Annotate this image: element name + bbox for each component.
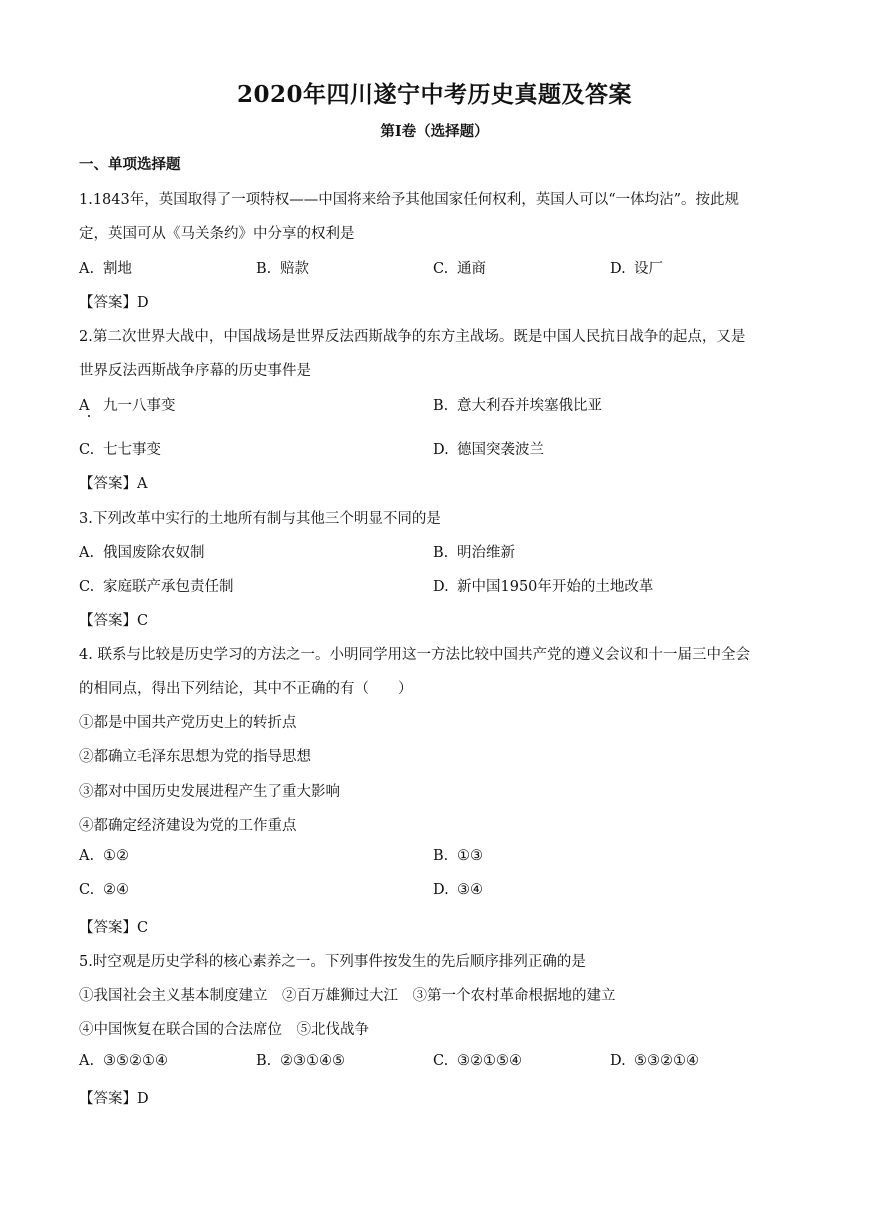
statement-4: ④都确定经济建设为党的工作重点 bbox=[79, 818, 297, 834]
option-a: A 九一八事变 bbox=[79, 398, 176, 414]
page-subtitle: 第Ⅰ卷（选择题） bbox=[380, 123, 489, 140]
question-stem-line: 4. 联系与比较是历史学习的方法之一。小明同学用这一方法比较中国共产党的遵义会议和十一届三中全会 bbox=[79, 647, 750, 663]
option-a: A. 割地 bbox=[79, 261, 132, 277]
answer: 【答案】C bbox=[79, 613, 149, 629]
option-d: D. ⑤③②①④ bbox=[610, 1053, 699, 1069]
option-b: B. 意大利吞并埃塞俄比亚 bbox=[433, 398, 602, 414]
option-b: B. ②③①④⑤ bbox=[256, 1053, 345, 1069]
question-stem-line: 1.1843年，英国取得了一项特权——中国将来给予其他国家任何权利，英国人可以“一体均沾”。按此规 bbox=[79, 192, 740, 208]
option-d: D. ③④ bbox=[433, 882, 483, 898]
question-stem-line: 的相同点，得出下列结论，其中不正确的有（ ） bbox=[79, 681, 413, 697]
answer: 【答案】D bbox=[79, 295, 149, 311]
question-stem-line: 5.时空观是历史学科的核心素养之一。下列事件按发生的先后顺序排列正确的是 bbox=[79, 954, 586, 970]
option-a: A. ①② bbox=[79, 848, 129, 864]
option-a: A. ③⑤②①④ bbox=[79, 1053, 168, 1069]
section-heading: 一、单项选择题 bbox=[79, 156, 181, 173]
option-b: B. 赔款 bbox=[256, 261, 309, 277]
option-b: B. ①③ bbox=[433, 848, 483, 864]
question-stem-line: ①我国社会主义基本制度建立 ②百万雄狮过大江 ③第一个农村革命根据地的建立 bbox=[79, 988, 616, 1004]
option-d: D. 新中国1950年开始的土地改革 bbox=[433, 579, 654, 595]
question-stem-line: 定，英国可从《马关条约》中分享的权利是 bbox=[79, 226, 355, 242]
stray-dot bbox=[88, 415, 90, 417]
option-c: C. 通商 bbox=[433, 261, 486, 277]
option-a: A. 俄国废除农奴制 bbox=[79, 545, 205, 561]
question-stem-line: 3.下列改革中实行的土地所有制与其他三个明显不同的是 bbox=[79, 511, 441, 527]
question-stem-line: 2.第二次世界大战中，中国战场是世界反法西斯战争的东方主战场。既是中国人民抗日战争的起点，又是 bbox=[79, 329, 746, 345]
option-c: C. 家庭联产承包责任制 bbox=[79, 579, 234, 595]
answer: 【答案】A bbox=[79, 476, 148, 492]
answer: 【答案】C bbox=[79, 920, 149, 936]
statement-2: ②都确立毛泽东思想为党的指导思想 bbox=[79, 749, 311, 765]
option-b: B. 明治维新 bbox=[433, 545, 515, 561]
answer: 【答案】D bbox=[79, 1091, 149, 1107]
statement-3: ③都对中国历史发展进程产生了重大影响 bbox=[79, 784, 340, 800]
question-stem-line: ④中国恢复在联合国的合法席位 ⑤北伐战争 bbox=[79, 1022, 369, 1038]
statement-1: ①都是中国共产党历史上的转折点 bbox=[79, 715, 297, 731]
option-c: C. ②④ bbox=[79, 882, 129, 898]
option-d: D. 设厂 bbox=[610, 261, 663, 277]
question-stem-line: 世界反法西斯战争序幕的历史事件是 bbox=[79, 363, 311, 379]
page-title: 2020年四川遂宁中考历史真题及答案 bbox=[236, 81, 632, 108]
option-c: C. ③②①⑤④ bbox=[433, 1053, 522, 1069]
option-c: C. 七七事变 bbox=[79, 442, 161, 458]
option-d: D. 德国突袭波兰 bbox=[433, 442, 544, 458]
